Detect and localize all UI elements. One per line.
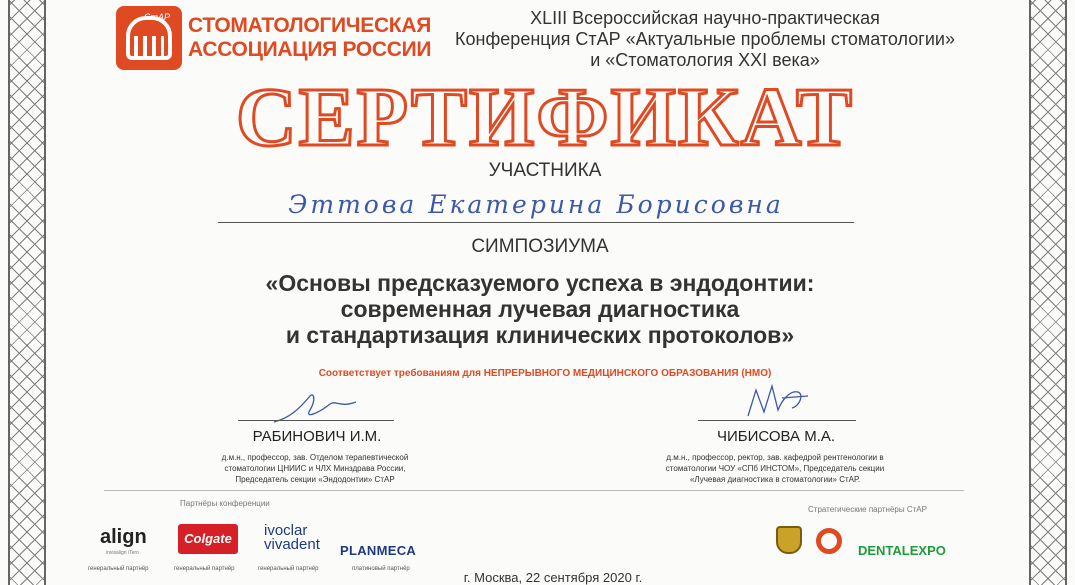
planmeca-caption: платиновый партнёр [352, 566, 410, 572]
signature-chibisova [742, 380, 812, 422]
dentalexpo-logo: DENTALEXPO [858, 543, 946, 558]
nmo-note: Соответствует требованиям для НЕПРЕРЫВНОГО МЕДИЦИНСКОГО ОБРАЗОВАНИЯ (НМО) [318, 368, 772, 379]
colgate-logo: Colgate [178, 524, 238, 554]
name-underline [218, 222, 854, 223]
signature-rabinovich [270, 388, 360, 428]
signatory-role-1: д.м.н., профессор, зав. Отделом терапевтической стоматологии ЦНИИС и ЧЛХ Минздрава России, Председатель секции «Эндодонтии» СтАР [221, 453, 409, 484]
align-logo: align [100, 526, 147, 548]
conference-title: XLIII Всероссийская научно-практическая Конференция СтАР «Актуальные проблемы стоматологии» и «Стоматология XXI века» [455, 8, 955, 70]
star-g-logo-icon [816, 528, 842, 554]
certificate-title: СЕРТИФИКАТ [235, 71, 855, 164]
strategic-partners-label: Стратегические партнёры СтАР [808, 505, 927, 514]
signature-line-2 [698, 420, 856, 421]
partners-divider [104, 490, 964, 491]
signature-line-1 [238, 420, 394, 421]
align-sub-brands: invisalign iTero [106, 550, 139, 556]
partners-label: Партнёры конференции [180, 499, 270, 508]
star-association-logo [116, 6, 182, 70]
logo-mark: СтАР [144, 12, 171, 22]
planmeca-logo: PLANMECA [340, 543, 417, 558]
symposium-topic: «Основы предсказуемого успеха в эндодонтии: современная лучевая диагностика и стандартизация клинических протоколов» [265, 270, 815, 348]
association-name: СТОМАТОЛОГИЧЕСКАЯ АССОЦИАЦИЯ РОССИИ [188, 14, 432, 61]
align-caption: генеральный партнёр [88, 566, 149, 572]
colgate-caption: генеральный партнёр [174, 566, 235, 572]
ornamental-border-right [1029, 0, 1067, 585]
ivoclar-caption: генеральный партнёр [258, 566, 319, 572]
signatory-name-2: ЧИБИСОВА М.А. [716, 428, 836, 445]
signatory-role-2: д.м.н., профессор, ректор, зав. кафедрой рентгенологии в стоматологии ЧОУ «СПб ИНСТОМ», Председатель секции «Лучевая диагностика в стоматологии» СтАР. [665, 453, 885, 484]
date-place: г. Москва, 22 сентября 2020 г. [463, 570, 643, 585]
participant-label: УЧАСТНИКА [488, 160, 602, 181]
moscow-crest-icon [776, 526, 802, 554]
ivoclar-logo: ivoclar vivadent [264, 522, 320, 553]
ornamental-border-left [8, 0, 46, 585]
participant-name: Эттова Екатерина Борисовна [288, 190, 784, 219]
signatory-name-1: РАБИНОВИЧ И.М. [252, 428, 382, 445]
symposium-label: СИМПОЗИУМА [471, 236, 609, 257]
